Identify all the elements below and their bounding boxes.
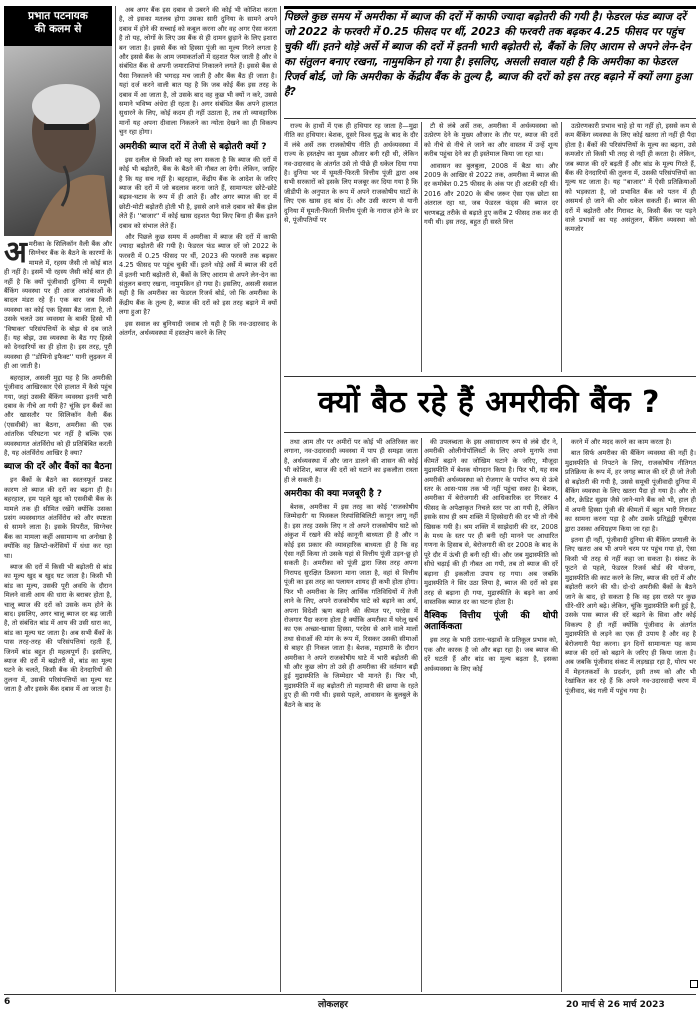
- pull-quote-top-rule: [284, 6, 696, 9]
- headline-bottom-rule: [284, 432, 696, 433]
- paragraph: बात सिर्फ अमरीका की बैंकिंग व्यवस्था की नहीं है। मुद्रास्फीति से निपटने के लिए, राजकोषीय नीतिगत प्रतिक्रिया के रूप में, हर जगह ब्याज की दरें ही जो तेजी से बढ़ोतरी की गयी है, उससे समूची पूंजीवादी दुनिया में बैंकिंग व्यवस्था के लिए खतरा पैदा हो गया है। और तो और, क्रेडिट सुइस जैसे जाने-माने बैंक को भी, हाल ही में अपनी हिस्सा पूंजी की कीमतों में बहुत भारी गिरावट का सामना करना पड़ा है और उसके प्रतिद्वंद्वी यूबीएस द्वारा उसका अधिग्रहण किया जा रहा है।: [565, 449, 696, 533]
- paragraph: बहरहाल, असली मुद्दा यह है कि अमरीकी पूंजीवाद आखिरकार ऐसे हालात में कैसे पहुंच गया, जहां उसकी बैंकिंग व्यवस्था इतनी भारी दबाव के नीचे आ गयी है? चूंकि इन बैंकों का और खासतौर पर सिलिकॉन वैली बैंक (एसवीबी) का बैठना, अमरीका की एक आंतरिक परिघटना भर नहीं है बल्कि एक व्यवस्थागत अंतर्विरोध को ही प्रतिबिंबित करती है, यह अंतर्विरोध आखिर है क्या?: [4, 373, 112, 457]
- footer-rule: [4, 994, 696, 995]
- headline-top-rule: [284, 376, 696, 377]
- paragraph: और पिछले कुछ समय में अमरीका में ब्याज की दरों में काफी ज्यादा बढ़ोतरी की गयी है। फेडरल फंड ब्याज दरें जो 2022 के फरवरी में 0.25 फीसद पर थीं, 2023 की फरवरी तक बढ़कर 4.25 फीसद पर पहुंच चुकी थीं। इतने थोड़े अर्से में ब्याज की दरों में इतनी भारी बढ़ोतरी से, बैंकों के लिए आराम से अपने लेन-देन का संतुलन बनाए रखना, नामुमकिन हो गया है। इसलिए, असली सवाल यही है कि अमरीका का फेडरल रिजर्व बोर्ड, जो कि अमरीका के केंद्रीय बैंक के तुल्य है, ब्याज की दरों को इस तरह बढ़ाने में क्यों लगा हुआ है?: [119, 232, 277, 317]
- author-photo: [4, 46, 112, 236]
- paragraph: इस तरह के भारी उतार-चढ़ावों के प्रतिकूल प्रभाव को, एक और कारक है जो और बढ़ा रहा है। जब ब्याज की दरें घटती हैं और बांड का मूल्य बढ़ता है, इसका अर्थव्यवस्था के लिए कोई: [424, 636, 558, 673]
- section-subheading: अमरीकी ब्याज दरों में तेजी से बढ़ोतरी क्यों ?: [119, 141, 267, 152]
- paragraph: की उपलब्धता के इस असाधारण रूप से लंबे दौर ने, अमरीकी ओलीगोपॉलिस्टों के लिए अपने मुनाफे तथा कीमतें बढ़ाने का जोखिम घटाने के जरिए, मौजूदा मुद्रास्फीति में बेशक योगदान किया है। फिर भी, यह सब अमरीकी अर्थव्यवस्था को रोजगार के पर्याप्त रूप से ऊंचे स्तर के आस-पास तक भी नहीं पहुंचा सका है। बेशक, अमरीका में बेरोजगारी की आधिकारिक दर गिरकर 4 फीसद के अपेक्षाकृत निचले स्तर पर आ गयी है, लेकिन इसके साथ ही श्रम शक्ति में हिस्सेदारी की दर भी तो नीचे खिसक गयी है। श्रम शक्ति में साझेदारी की दर, 2008 के मध्य के स्तर पर ही बनी रही मानने पर आधारित गणना के हिसाब से, बेरोजगारी की दर 2008 के बाद के पूरे दौर में ऊंची ही बनी रही थी। और जब मुद्रास्फीति को सीधे चढ़ाई की ही नौबत आ गयी, तब तो ब्याज की दरें बढ़ाना ही इकलौता उपाय रह गया। अब जबकि मुद्रास्फीति ने सिर उठा लिया है, ब्याज की दरों को इस तरह से बढ़ाना ही गया, मुद्रास्फीति के बढ़ने का अर्थ वास्तविक ब्याज दर का घटना होता है।: [424, 438, 558, 606]
- drop-cap: अ: [4, 240, 27, 270]
- paragraph: इस सवाल का बुनियादी जवाब तो यही है कि नव-उदारवाद के अंतर्गत, अर्थव्यवस्था में हस्तक्षेप करने के लिए: [119, 319, 277, 337]
- article-column-4-top: [424, 122, 558, 372]
- paragraph: करने में और मदद करने का काम करता है।: [571, 438, 672, 446]
- paragraph: राज्य के हाथों में एक ही हथियार रह जाता है—मुद्रा नीति का हथियार। बेशक, दूसरे विश्व युद्ध के बाद के दौर में लंबे अर्से तक राजकोषीय नीति ही अर्थव्यवस्था में राज्य के हस्तक्षेप का मुख्य औजार बनी रही थी, लेकिन नव-उदारवाद के अंतर्गत उसे तो पीछे ही धकेल दिया गया है। दुनिया भर में घूमती-फिरती वित्तीय पूंजी द्वारा अब सभी सरकारों को इसके लिए मजबूर कर दिया गया है कि जीडीपी के अनुपात के रूप में अपने राजकोषीय घाटों के लिए एक खास हद बांध दें। और उसी कारण से यानी दुनिया में घूमती-फिरती वित्तीय पूंजी के नाराज होने के डर से, पूंजीपतियों पर: [284, 122, 418, 225]
- article-column-1: [4, 240, 112, 992]
- article-column-5-bottom: [565, 438, 696, 978]
- column-divider: [421, 122, 422, 372]
- section-subheading: अमरीका की क्या मजबूरी है ?: [284, 489, 382, 500]
- paragraph: टौ से लंबे अर्से तक, अमरीका में अर्थव्यवस्था को उत्प्रेरण देने के मुख्य औजार के तौर पर, ब्याज की दरों को नीचे से नीचे ले जाने का और वास्तव में उन्हें शून्य करीब पहुंचा देने का ही इस्तेमाल किया जा रहा था।: [424, 122, 558, 159]
- paragraph: ब्याज की दरों में किसी भी बढ़ोतरी से बांड का मूल्य खुद ब खुद घट जाता है। किसी भी बांड का मूल्य, उसकी पूरी अवधि के दौरान मिलने वाली आय की धारा के बराबर होता है, चालू ब्याज की दरों को उसके कम होने के बाद। इसलिए, अगर चालू ब्याज दर बढ़ जाती है, तो संबंधित बांड में आय की उसी धारा का, बांड का मूल्य घट जाता है। अब सभी बैंकों के पास तरह-तरह की परिसंपत्तियां रहती हैं, जिनमें बांड बहुत ही महत्वपूर्ण हैं। इसलिए, ब्याज की दरों में बढ़ोतरी से, बांड का मूल्य घटने के चलते, किसी बैंक की देनदारियों की तुलना में, उसकी परिसंपत्तियों का मूल्य घट जाता है और इसके बैंक दबाव में आ जाता है।: [4, 563, 112, 694]
- section-subheading: ब्याज की दरें और बैंकों का बैठना: [4, 462, 112, 473]
- paragraph: इन बैंकों के बैठने का स्वतःस्फूर्त प्रकट कारण तो ब्याज की दरों का बढ़ना ही है। बहरहाल, हम पहले खुद को एसवीबी बैंक के मामले तक ही सीमित रखेंगे क्योंकि उसका प्रसंग व्यवस्थागत अंतर्विरोध को और स्पष्टता से सामने लाता है। इसके विपरीत, सिग्नेचर बैंक का मामला कहीं असामान्य था अनोखा है क्योंकि वह क्रिप्टो-करेंसियों में धंधा कर रहा था।: [4, 476, 112, 560]
- article-headline: क्यों बैठ रहे हैं अमरीकी बैंक ?: [318, 385, 660, 420]
- paragraph: उत्प्रेरणकारी प्रभाव चाहे हो या नहीं हो, इससे कम से कम बैंकिंग व्यवस्था के लिए कोई खतरा तो नहीं ही पैदा होता है। बैंकों की परिसंपत्तियों के मूल्य का बढ़ना, उसे कमजोर तो किसी भी तरह से नहीं ही करता है। लेकिन, जब ब्याज की दरें बढ़ती हैं और बांड के मूल्य गिरते हैं, बैंक की देनदारियों की तुलना में, उसकी परिसंपत्तियों का मूल्य घट जाता है। यह ''बाजार'' में ऐसी प्रतिक्रियाओं को भड़काता है, जो प्रभावित बैंक को पतन में ही असमर्थ हो जाने की ओर धकेल सकती हैं। ब्याज की दरों में बढ़ोतरी और गिरावट के, किसी बैंक पर पड़ने वाले प्रभावों का यह असंतुलन, बैंकिंग व्यवस्था को कमजोर: [565, 122, 696, 234]
- column-divider: [115, 6, 116, 992]
- article-end-mark: [690, 980, 698, 988]
- pull-quote: पिछले कुछ समय में अमरीका में ब्याज की दरों में काफी ज्यादा बढ़ोतरी की गयी है। फेडरल फंड ब्याज दरें जो 2022 के फरवरी में 0.25 फीसद पर थीं, 2023 की फरवरी तक बढ़कर 4.25 फीसद पर पहुंच चुकी थीं। इतने थोड़े अर्से में ब्याज की दरों में इतनी भारी बढ़ोतरी से, बैंकों के लिए आराम से अपने लेन-देन का संतुलन बनाए रखना, नामुमकिन हो गया है। इसलिए, असली सवाल यही है कि अमरीका का फेडरल रिजर्व बोर्ड, जो कि अमरीका के केंद्रीय बैंक के तुल्य है, ब्याज की दरों को इस तरह बढ़ाने में क्यों लगा हुआ है?: [284, 11, 692, 98]
- paragraph: मरीका के सिलिकॉन वैली बैंक और सिग्नेचर बैंक के बैठने के कारणों के मामले में, रहस्य जैसी तो कोई बात ही नहीं है। इसमें भी रहस्य जैसी कोई बात ही नहीं है कि क्यों पूंजीवादी दुनिया में समूची बैंकिंग व्यवस्था पर ही आज आशंकाओं के बादल मंडरा रहे हैं। एक बार जब किसी व्यवस्था का कोई एक हिस्सा बैठ जाता है, तो उसके चलते उस व्यवस्था के बाकी हिस्से भी 'विषाक्त' परिसंपत्तियों के बोझ से दब जाते हैं। यह बोझ, उस व्यवस्था के बैठ गए हिस्से को देनदारियों का ही होता है। इस तरह, पूरी व्यवस्था ही ''डोमिनो इफैक्ट'' यानी लुढ़कन में ही आ जाती है।: [4, 240, 112, 371]
- column-divider: [421, 438, 422, 992]
- paragraph: आवासन का बुलबुला, 2008 में बैठा था। और 2009 के आखिर से 2022 तक, अमरीका में ब्याज की दर कमोबेश 0.25 फीसद के अंक पर ही अटकी रही थी। 2016 और 2020 के बीच जरूर ऐसा एक छोटा सा अंतराल रहा था, जब फेडरल फंड्स की ब्याज दर चरणबद्ध तरीके से बढ़ाते हुए करीब 2 फीसद तक कर दी गयी थी। इस तरह, बहुत ही सस्ते वित्त: [424, 161, 558, 227]
- paragraph: इतना ही नहीं, पूंजीवादी दुनिया की बैंकिंग प्रणाली के लिए खतरा अब भी अपने चरम पर पहुंच गया हो, ऐसा किसी भी तरह से नहीं कहा जा सकता है। संकट के फूटने से पहले, फेडरल रिजर्व बोर्ड की योजना, मुद्रास्फीति की काट करने के लिए, ब्याज की दरों में और बढ़ोतरी करने की थी। दो-दो अमरीकी बैंकों के बैठने जाने के बाद, हो सकता है कि वह इस रास्ते पर कुछ धीरे-धीरे आगे बढ़े। लेकिन, चूंकि मुद्रास्फीति बनी हुई है, उसके पास ब्याज की दरें बढ़ाने के सिवा और कोई विकल्प है ही नहीं क्योंकि पूंजीवाद के अंतर्गत मुद्रास्फीति से लड़ने का एक ही उपाय है और वह है बेरोजगारी पैदा करना। इन दिनों सामान्यतः यह काम ब्याज की दरों को बढ़ाने के जरिए ही किया जाता है। अब जबकि पूंजीवाद संकट में लड़खड़ा रहा है, योरप भर में मेहनतकशों के प्रदर्शन, इसी तथ्य को और भी रेखांकित कर रहे हैं कि अपने नव-उदारवादी चरण में पूंजीवाद, बंद गली में पहुंच गया है।: [565, 536, 696, 695]
- article-column-4-bottom: [424, 438, 558, 992]
- column-divider: [280, 6, 281, 992]
- paragraph: अब अगर बैंक इस दबाव से उबरने की कोई भी कोशिश करता है, तो इसका मतलब होगा उसका सारी दुनिया के सामने अपने दबाव में होने की सच्चाई को कबूल करना और वह अगर ऐसा करता है तो यह, लोगों के लिए उस बैंक से ही दामन छुड़ाने के लिए इशारा बन जाता है। इससे बैंक को हिस्सा पूंजी का मूल्य गिरने लगता है और इससे बैंक के आम जमाकर्ताओं में दहशत फैल जाती है और वे संबंधित बैंक से अपनी जमाराशियां निकालने लगते हैं। इससे बैंक से पैसा निकालने की भगदड़ मच जाती है और बैंक बैठ ही जाता है। यहां दर्ज करने वाली बात यह है कि जब कोई बैंक इस तरह के दबाव में आ जाता है, तो उसके बाद वह कुछ भी क्यों न करे, उससे समाने भविष्य अंधेरा ही रहता है। अगर संबंधित बैंक अपने हालात सुधारने के लिए, कोई कदम ही नहीं उठाता है, तब तो व्यावहारिक मानों यह अपना दीवाला निकलने का न्योता देखने का ही विकल्प चुन रहा होगा।: [119, 6, 277, 137]
- portrait-image: [4, 46, 112, 236]
- column-divider: [561, 438, 562, 992]
- article-column-5-top: [565, 122, 696, 372]
- author-byline: [4, 6, 112, 46]
- paragraph: बेशक, अमरीका में इस तरह का कोई 'राजकोषीय जिम्मेदारी' या फिस्कल रिस्पांसिबिलिटी कानून लागू नहीं है। इस तरह उसके लिए न तो अपने राजकोषीय घाटे को अंकुश में रखने की कोई कानूनी बाध्यता ही है और न कोई इस प्रकार की व्यावहारिक बाध्यता ही है कि वह ऐसा नहीं किया तो उसके यहां से वित्तीय पूंजी उड़न-छू हो सकती है। अमरीका को पूंजी द्वारा जिस तरह अपना निरापद सुरक्षित ठिकाना माना जाता है, वहां से वित्तीय पूंजी का इस तरह का पलायन शायद ही कभी होता होगा। फिर भी अमरीका के लिए आर्थिक गतिविधियों में तेजी लाने के लिए, अपने राजकोषीय घाटे को बढ़ाने का अर्थ, अपना विदेशी ऋण बढ़ाने की कीमत पर, परदेस में रोजगार पैदा करना होता है क्योंकि अमरीका में घरेलू खर्च का एक अच्छा-खासा हिस्सा, परदेस से आने वाले मालों तथा सेवाओं की मांग के रूप में, रिसकर उसकी सीमाओं से बाहर ही निकल जाता है। बेशक, महामारी के दौरान अमरीका ने अपने राजकोषीय घाटे में भारी बढ़ोतरी की थी और कुछ लोग तो उसे ही अमरीका की वर्तमान बढ़ी हुई मुद्रास्फीति के जिम्मेदार भी मानते हैं। फिर भी, मुद्रास्फीति में वह बढ़ोतरी तो महामारी की छाया के रहते हुए ही की गयी थी। इससे पहले, आवासन के बुलबुले के बैठने के बाद के: [284, 503, 418, 709]
- issue-date: 20 मार्च से 26 मार्च 2023: [566, 1000, 665, 1010]
- byline-subtitle: की कलम से: [34, 23, 82, 35]
- article-column-2: [119, 6, 277, 992]
- column-divider: [561, 122, 562, 372]
- paragraph: तथा आम तौर पर अमीरों पर कोई भी अतिरिक्त कर लगाना, नव-उदारवादी व्यवस्था में पाप ही समझा जाता है, अर्थव्यवस्था में और जान डालने की शासन की कोई भी कोशिश, ब्याज की दरों को घटाने का इकलौता रास्ता ही ले सकती है।: [284, 438, 418, 484]
- publication-name: लोकलहर: [318, 1000, 348, 1010]
- article-column-3-bottom: [284, 438, 418, 992]
- pull-quote-bottom-rule: [284, 118, 696, 119]
- section-subheading: वैश्विक वित्तीय पूंजी की थोपी अतार्किकता: [424, 611, 558, 633]
- author-name: प्रभात पटनायक: [28, 10, 88, 22]
- page-number: 6: [4, 997, 11, 1007]
- paragraph: इस दलील से किसी को यह लग सकता है कि ब्याज की दरों में कोई भी बढ़ोतरी, बैंक के बैठने की नौबत ला देगी। लेकिन, जाहिर है कि यह सच नहीं है। बहरहाल, केंद्रीय बैंक के आदेश के जरिए ब्याज की दरों में जो बदलाव करना जाते हैं, सामान्यतः छोटे-छोटे बढ़ाव-घटाव के रूप में ही आते हैं। और अगर ब्याज की दर में छोटी-मोटी बढ़ोतरी होती भी है, इससे आने वाले दबाव को बैंक झेल लेते हैं। ''बाजार'' में कोई खास दहशत पैदा किए बिना ही बैंक इतने दबाव को संभाल लेते हैं।: [119, 155, 277, 230]
- article-column-3-top: [284, 122, 418, 372]
